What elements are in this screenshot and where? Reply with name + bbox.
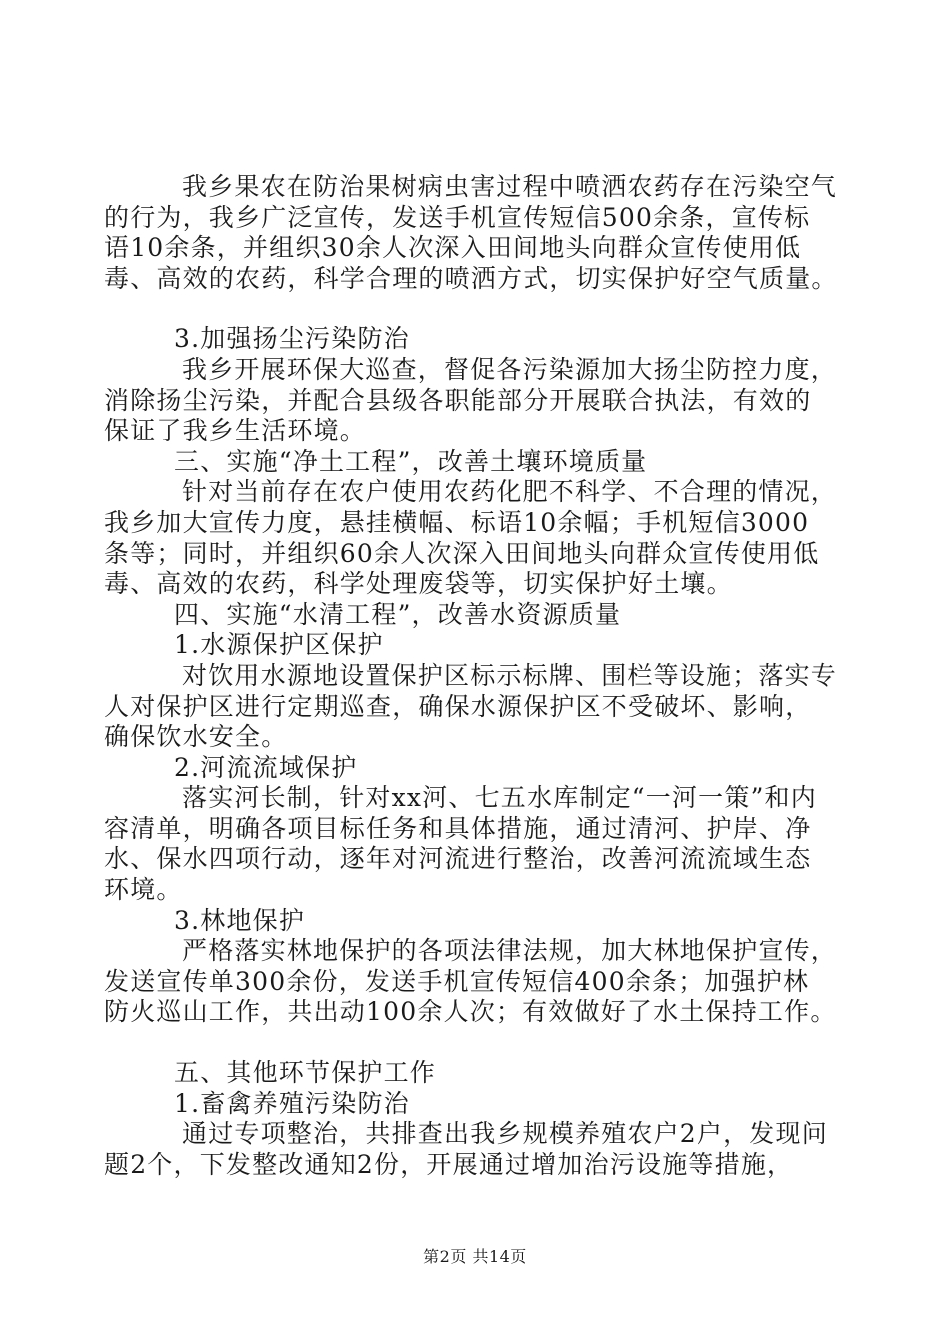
section-heading: 1.水源保护区保护	[174, 630, 384, 660]
section-heading: 2.河流流域保护	[174, 752, 358, 782]
body-line: 严格落实林地保护的各项法律法规，加大林地保护宣传，	[182, 936, 838, 966]
section-heading: 1.畜禽养殖污染防治	[174, 1088, 410, 1118]
body-line: 防火巡山工作，共出动100余人次；有效做好了水土保持工作。	[104, 997, 837, 1027]
document-body	[104, 172, 864, 1180]
paragraph-gap	[104, 294, 864, 324]
body-line: 我乡加大宣传力度，悬挂横幅、标语10余幅；手机短信3000	[104, 507, 810, 537]
body-line: 落实河长制，针对xx河、七五水库制定“一河一策”和内	[182, 783, 817, 813]
body-line: 毒、高效的农药，科学合理的喷洒方式，切实保护好空气质量。	[104, 263, 838, 293]
body-line: 题2个，下发整改通知2份，开展通过增加治污设施等措施，	[104, 1149, 794, 1179]
body-line: 确保饮水安全。	[104, 722, 288, 752]
page-number-footer: 第2页 共14页	[423, 1247, 527, 1266]
section-heading: 三、实施“净土工程”，改善土壤环境质量	[174, 446, 648, 476]
body-line: 条等；同时，并组织60余人次深入田间地头向群众宣传使用低	[104, 538, 820, 568]
body-line: 我乡开展环保大巡查，督促各污染源加大扬尘防控力度，	[182, 354, 838, 384]
body-line: 语10余条，并组织30余人次深入田间地头向群众宣传使用低	[104, 233, 802, 263]
section-heading: 五、其他环节保护工作	[174, 1058, 437, 1088]
body-line: 我乡果农在防治果树病虫害过程中喷洒农药存在污染空气	[182, 172, 838, 201]
section-heading: 3.林地保护	[174, 905, 306, 935]
body-line: 容清单，明确各项目标任务和具体措施，通过清河、护岸、净	[104, 813, 812, 843]
body-line: 人对保护区进行定期巡查，确保水源保护区不受破坏、影响，	[104, 691, 812, 721]
body-line: 通过专项整治，共排查出我乡规模养殖农户2户，发现问	[182, 1119, 828, 1149]
section-heading: 3.加强扬尘污染防治	[174, 324, 410, 354]
body-line: 水、保水四项行动，逐年对河流进行整治，改善河流流域生态	[104, 844, 812, 874]
body-line: 的行为，我乡广泛宣传，发送手机宣传短信500余条，宣传标	[104, 202, 811, 232]
section-heading: 四、实施“水清工程”，改善水资源质量	[174, 599, 622, 629]
body-line: 保证了我乡生活环境。	[104, 416, 367, 446]
body-line: 环境。	[104, 875, 183, 905]
body-line: 对饮用水源地设置保护区标示标牌、围栏等设施；落实专	[182, 660, 838, 690]
body-line: 消除扬尘污染，并配合县级各职能部分开展联合执法，有效的	[104, 385, 812, 415]
paragraph-gap	[104, 1028, 864, 1058]
body-line: 毒、高效的农药，科学处理废袋等，切实保护好土壤。	[104, 569, 733, 599]
body-line: 针对当前存在农户使用农药化肥不科学、不合理的情况，	[182, 477, 838, 507]
body-line: 发送宣传单300余份，发送手机宣传短信400余条；加强护林	[104, 966, 810, 996]
